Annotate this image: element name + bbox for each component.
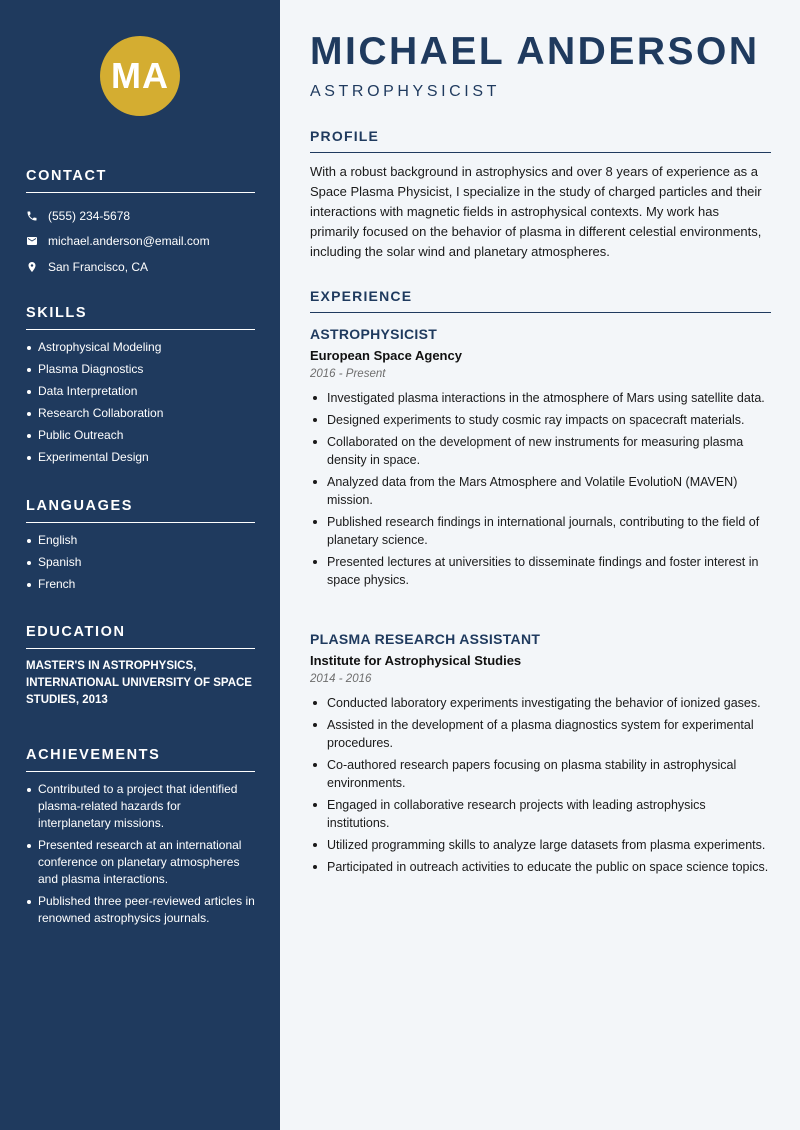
skill-item: Public Outreach [26,427,255,444]
profile-heading: PROFILE [310,128,771,153]
contact-email-text[interactable]: michael.anderson@email.com [48,234,210,249]
achievement-item: Contributed to a project that identified plasma-related hazards for interplanetary missions. [26,781,255,832]
avatar-initials: MA [100,36,180,116]
achievements-heading: ACHIEVEMENTS [26,747,255,772]
profile-section [310,128,771,262]
contact-location-text: San Francisco, CA [48,259,149,274]
achievement-item: Presented research at an international conference on planetary atmospheres and plasma interactions. [26,837,255,888]
achievements-section [26,747,255,932]
job-bullet: Analyzed data from the Mars Atmosphere and Volatile EvolutioN (MAVEN) mission. [310,473,771,509]
job-bullet: Participated in outreach activities to educate the public on space science topics. [310,858,771,876]
job-bullet: Conducted laboratory experiments investigating the behavior of ionized gases. [310,694,771,712]
job-bullet: Designed experiments to study cosmic ray impacts on spacecraft materials. [310,411,771,429]
skill-item: Research Collaboration [26,405,255,422]
sidebar [0,0,280,1130]
location-icon [26,261,38,273]
contact-list [26,203,255,280]
phone-icon [26,210,38,222]
education-degree: MASTER'S IN ASTROPHYSICS, INTERNATIONAL UNIVERSITY OF SPACE STUDIES, 2013 [26,660,252,706]
skill-item: Experimental Design [26,449,255,466]
contact-section [26,168,255,280]
job-bullet: Collaborated on the development of new instruments for measuring plasma density in space. [310,433,771,469]
job-title: PLASMA RESEARCH ASSISTANT [310,631,541,647]
language-item: French [26,576,255,593]
achievements-list [26,781,255,927]
job-bullet: Presented lectures at universities to disseminate findings and foster interest in space physics. [310,553,771,589]
contact-phone-text[interactable]: (555) 234-5678 [48,208,131,223]
languages-list [26,532,255,593]
job-bullet: Investigated plasma interactions in the atmosphere of Mars using satellite data. [310,389,771,407]
job-entry [310,631,771,880]
skills-section [26,305,255,471]
skill-item: Astrophysical Modeling [26,339,255,356]
languages-section [26,498,255,598]
candidate-title: ASTROPHYSICIST [310,83,500,100]
job-bullet: Assisted in the development of a plasma diagnostics system for experimental procedures. [310,716,771,752]
job-dates: 2016 - Present [310,368,386,380]
job-bullet: Published research findings in international journals, contributing to the field of planetary science. [310,513,771,549]
job-company: European Space Agency [310,348,462,363]
languages-heading: LANGUAGES [26,498,255,523]
job-entry [310,326,771,593]
job-dates: 2014 - 2016 [310,673,372,685]
experience-section [310,288,771,313]
skills-list [26,339,255,466]
job-title: ASTROPHYSICIST [310,326,438,342]
skills-heading: SKILLS [26,305,255,330]
achievement-item: Published three peer-reviewed articles in renowned astrophysics journals. [26,893,255,927]
skill-item: Plasma Diagnostics [26,361,255,378]
job-bullet: Co-authored research papers focusing on plasma stability in astrophysical environments. [310,756,771,792]
job-bullet: Utilized programming skills to analyze large datasets from plasma experiments. [310,836,771,854]
language-item: English [26,532,255,549]
education-section [26,624,255,709]
contact-heading: CONTACT [26,168,255,193]
contact-email [26,229,255,255]
contact-location [26,254,255,280]
job-bullets [310,389,771,589]
email-icon [26,235,38,247]
experience-heading: EXPERIENCE [310,288,771,313]
profile-text: With a robust background in astrophysics and over 8 years of experience as a Space Plasma Physicist, I specialize in the study of charged particles and their interactions with magnetic fields in astrophysical contexts. My work has primarily focused on the behavior of plasma in different celestial environments, including the solar wind and planetary atmospheres. [310,164,762,259]
job-company: Institute for Astrophysical Studies [310,653,522,668]
job-bullet: Engaged in collaborative research projects with leading astrophysics institutions. [310,796,771,832]
candidate-name: MICHAEL ANDERSON [310,30,760,73]
language-item: Spanish [26,554,255,571]
job-bullets [310,694,771,876]
skill-item: Data Interpretation [26,383,255,400]
education-heading: EDUCATION [26,624,255,649]
contact-phone [26,203,255,229]
